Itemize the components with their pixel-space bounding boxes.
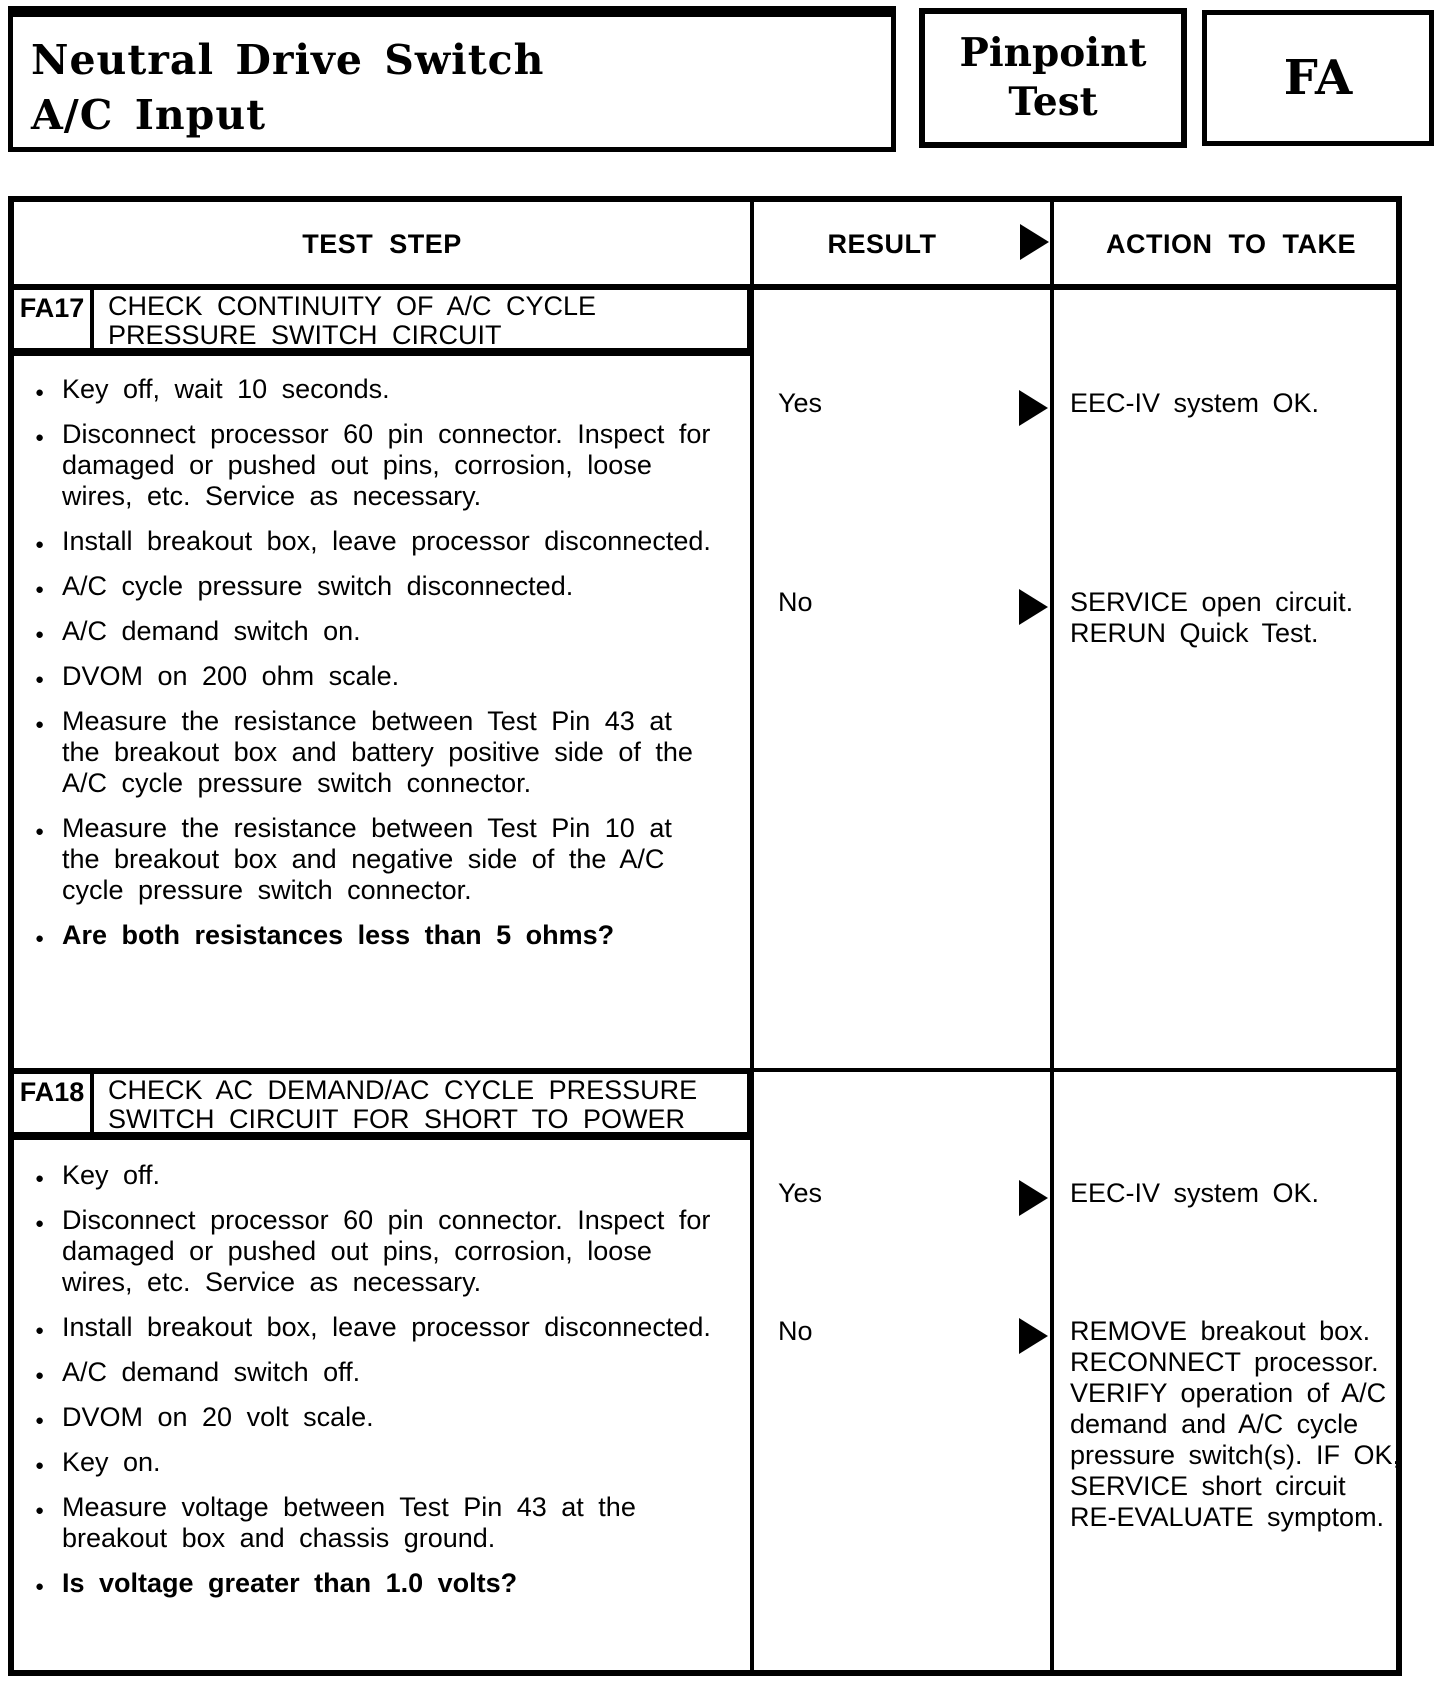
page-title-box	[8, 6, 896, 152]
test-step-item	[62, 526, 717, 557]
page-title-line-2: A/C Input	[31, 91, 267, 139]
test-step-item	[62, 1357, 717, 1388]
test-step-text: Measure the resistance between Test Pin 10 at the breakout box and negative side of the A/C cycle pressure switch connector.	[62, 813, 672, 905]
action-column-header: ACTION TO TAKE	[1106, 228, 1356, 259]
pinpoint-test-box	[919, 8, 1187, 148]
result-label: No	[778, 587, 813, 617]
test-step-item	[62, 1447, 717, 1478]
section-title-line: CHECK AC DEMAND/AC CYCLE PRESSURE	[108, 1075, 698, 1105]
pinpoint-test-table	[8, 196, 1402, 1676]
test-step-item	[62, 1568, 717, 1599]
page-title-line-1: Neutral Drive Switch	[31, 36, 545, 84]
test-step-item	[62, 661, 717, 692]
result-arrow-icon	[1019, 589, 1048, 625]
page-code-box	[1202, 10, 1434, 146]
section-header-fa17	[14, 284, 750, 356]
result-arrow-icon	[1019, 390, 1048, 426]
test-step-text: Measure voltage between Test Pin 43 at the breakout box and chassis ground.	[62, 1492, 636, 1553]
column-divider-result-action	[1050, 202, 1054, 1670]
test-step-text: Disconnect processor 60 pin connector. Inspect for damaged or pushed out pins, corrosion, loose wires, etc. Service as necessary.	[62, 419, 711, 511]
result-arrow-icon	[1020, 224, 1049, 260]
test-step-column-header: TEST STEP	[302, 228, 462, 259]
test-step-item	[62, 813, 717, 906]
section-header-fa18	[14, 1068, 750, 1140]
test-step-text: Install breakout box, leave processor disconnected.	[62, 1312, 711, 1342]
action-text: REMOVE breakout box. RECONNECT processor. VERIFY operation of A/C demand and A/C cycle pressure switch(s). IF OK, SERVICE short circuit RE-EVALUATE symptom.	[1070, 1316, 1401, 1532]
section-title	[94, 1074, 697, 1132]
section-id: FA17	[14, 290, 94, 348]
test-step-text: Is voltage greater than 1.0 volts?	[62, 1568, 518, 1598]
result-row-yes	[754, 1178, 1050, 1218]
action-text: SERVICE open circuit. RERUN Quick Test.	[1070, 587, 1354, 648]
test-step-item	[62, 1160, 717, 1191]
test-step-text: A/C demand switch on.	[62, 616, 361, 646]
test-step-item	[62, 1492, 717, 1554]
test-step-item	[62, 920, 717, 951]
test-step-item	[62, 1402, 717, 1433]
section-title	[94, 290, 596, 348]
test-step-text: DVOM on 20 volt scale.	[62, 1402, 374, 1432]
result-row-no	[754, 587, 1050, 627]
test-step-list	[14, 1146, 750, 1613]
test-step-item	[62, 571, 717, 602]
test-step-item	[62, 706, 717, 799]
test-step-item	[62, 616, 717, 647]
pinpoint-label-line-1: Pinpoint	[959, 30, 1147, 76]
pinpoint-label-line-2: Test	[1008, 79, 1098, 125]
result-column-header: RESULT	[827, 228, 937, 259]
result-arrow-icon	[1019, 1180, 1048, 1216]
section-title-line: PRESSURE SWITCH CIRCUIT	[108, 320, 502, 350]
section-title-line: SWITCH CIRCUIT FOR SHORT TO POWER	[108, 1104, 686, 1134]
test-step-item	[62, 1312, 717, 1343]
test-step-item	[62, 1205, 717, 1298]
result-label: Yes	[778, 1178, 823, 1208]
action-text: EEC-IV system OK.	[1070, 388, 1320, 418]
test-step-text: Are both resistances less than 5 ohms?	[62, 920, 615, 950]
test-step-text: Key on.	[62, 1447, 161, 1477]
test-step-list	[14, 360, 750, 965]
test-step-item	[62, 419, 717, 512]
section-title-line: CHECK CONTINUITY OF A/C CYCLE	[108, 291, 597, 321]
result-row-no	[754, 1316, 1050, 1356]
test-step-text: DVOM on 200 ohm scale.	[62, 661, 400, 691]
page-code: FA	[1283, 50, 1353, 106]
result-label: Yes	[778, 388, 823, 418]
result-arrow-icon	[1019, 1318, 1048, 1354]
test-step-text: Key off, wait 10 seconds.	[62, 374, 390, 404]
test-step-text: Measure the resistance between Test Pin 43 at the breakout box and battery positive side of the A/C cycle pressure switch connector.	[62, 706, 693, 798]
test-step-item	[62, 374, 717, 405]
section-id: FA18	[14, 1074, 94, 1132]
test-step-text: Disconnect processor 60 pin connector. Inspect for damaged or pushed out pins, corrosion, loose wires, etc. Service as necessary.	[62, 1205, 711, 1297]
action-text: EEC-IV system OK.	[1070, 1178, 1320, 1208]
result-label: No	[778, 1316, 813, 1346]
test-step-text: Install breakout box, leave processor disconnected.	[62, 526, 711, 556]
test-step-text: A/C cycle pressure switch disconnected.	[62, 571, 574, 601]
result-row-yes	[754, 388, 1050, 428]
test-step-text: A/C demand switch off.	[62, 1357, 361, 1387]
test-step-text: Key off.	[62, 1160, 161, 1190]
